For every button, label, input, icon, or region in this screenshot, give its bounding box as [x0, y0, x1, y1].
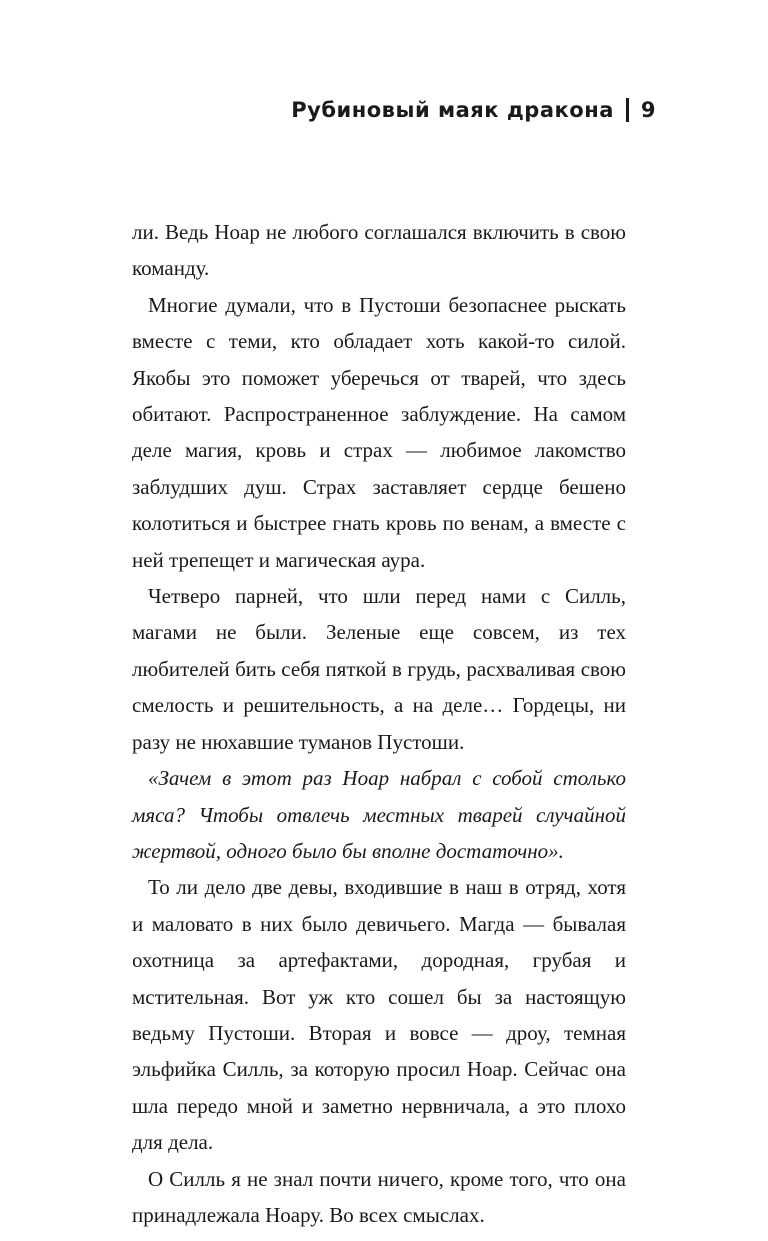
paragraph: Многие думали, что в Пустоши безопаснее рыскать вместе с теми, кто обладает хоть какой-то силой. Якобы это поможет уберечься от тварей, что здесь обитают. Распространенное заблуждение. На самом деле магия, кровь и страх — любимое лакомство заблудших душ. Страх заставляет сердце бешено колотиться и быстрее гнать кровь по венам, а вместе с ней трепещет и магическая аура.: [132, 292, 626, 572]
running-header: [291, 98, 656, 122]
paragraph-continuation: ли. Ведь Ноар не любого соглашался включить в свою команду.: [132, 220, 626, 281]
body-text: [132, 214, 626, 1233]
paragraph: То ли дело две девы, входившие в наш в отряд, хотя и маловато в них было девичьего. Магда — бывалая охотница за артефактами, дородная, грубая и мстительная. Вот уж кто сошел бы за настоящую ведьму Пустоши. Вторая и вовсе — дроу, темная эльфийка Силль, за которую просил Ноар. Сейчас она шла передо мной и заметно нервничала, а это плохо для дела.: [132, 875, 626, 1155]
book-title: Рубиновый маяк дракона: [291, 98, 614, 122]
paragraph: Четверо парней, что шли перед нами с Силль, магами не были. Зеленые еще совсем, из тех любителей бить себя пяткой в грудь, расхваливая свою смелость и решительность, а на деле… Гордецы, ни разу не нюхавшие туманов Пустоши.: [132, 584, 626, 754]
inner-monologue-paragraph: «Зачем в этот раз Ноар набрал с собой столько мяса? Чтобы отвлечь местных тварей случайной жертвой, одного было бы вполне достаточно».: [132, 766, 626, 863]
paragraph: О Силль я не знал почти ничего, кроме того, что она принадлежала Ноару. Во всех смыслах.: [132, 1166, 626, 1227]
header-separator: [626, 98, 629, 122]
page-number: 9: [640, 98, 656, 122]
